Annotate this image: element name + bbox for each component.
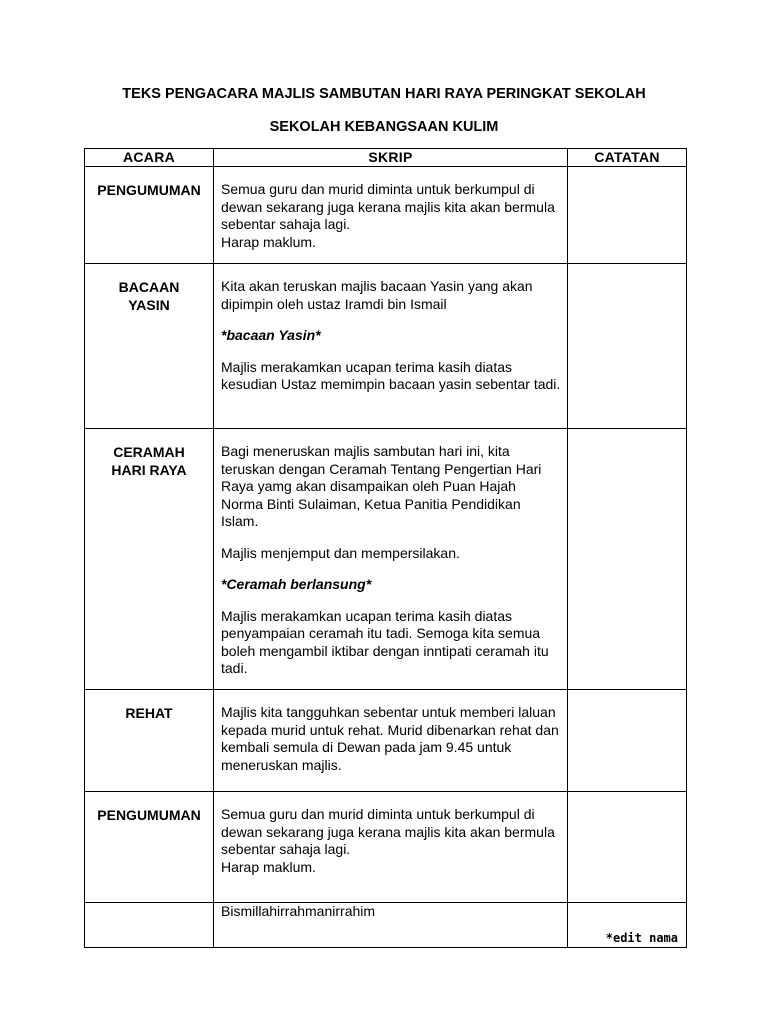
acara-cell: REHAT bbox=[85, 690, 214, 792]
catatan-cell bbox=[568, 792, 687, 903]
table-row bbox=[85, 903, 687, 948]
skrip-cell bbox=[214, 264, 568, 429]
skrip-cell bbox=[214, 792, 568, 903]
table-row bbox=[85, 690, 687, 792]
skrip-paragraph: Majlis menjemput dan mempersilakan. bbox=[221, 544, 460, 561]
acara-label: CERAMAH HARI RAYA bbox=[111, 444, 187, 478]
catatan-cell bbox=[568, 429, 687, 690]
catatan-cell bbox=[568, 264, 687, 429]
catatan-cell bbox=[568, 167, 687, 264]
skrip-paragraph: Harap maklum. bbox=[221, 858, 316, 875]
acara-cell: PENGUMUMAN bbox=[85, 167, 214, 264]
skrip-paragraph: Semua guru dan murid diminta untuk berkumpul di dewan sekarang juga kerana majlis kita akan bermula sebentar sahaja lagi. bbox=[221, 806, 555, 857]
acara-cell bbox=[85, 264, 214, 429]
table-row bbox=[85, 264, 687, 429]
acara-cell bbox=[85, 429, 214, 690]
skrip-stage-direction: *bacaan Yasin* bbox=[221, 327, 321, 343]
acara-cell: PENGUMUMAN bbox=[85, 792, 214, 903]
table-row bbox=[85, 792, 687, 903]
skrip-paragraph: Majlis kita tangguhkan sebentar untuk memberi laluan kepada murid untuk rehat. Murid dibenarkan rehat dan kembali semula di Dewan pada jam 9.45 untuk meneruskan majlis. bbox=[221, 704, 559, 773]
table-row bbox=[85, 167, 687, 264]
header-acara: ACARA bbox=[85, 149, 214, 167]
skrip-paragraph: Majlis merakamkan ucapan terima kasih diatas kesudian Ustaz memimpin bacaan yasin sebentar tadi. bbox=[221, 358, 561, 392]
script-table bbox=[84, 148, 687, 948]
skrip-cell bbox=[214, 903, 568, 948]
skrip-paragraph: Harap maklum. bbox=[221, 233, 316, 250]
edit-note: *edit nama bbox=[605, 931, 678, 945]
table-header-row bbox=[85, 149, 687, 167]
skrip-cell bbox=[214, 690, 568, 792]
catatan-cell bbox=[568, 903, 687, 948]
document-title: TEKS PENGACARA MAJLIS SAMBUTAN HARI RAYA PERINGKAT SEKOLAH bbox=[122, 86, 646, 102]
school-name: SEKOLAH KEBANGSAAN KULIM bbox=[269, 119, 499, 135]
acara-label: BACAAN YASIN bbox=[118, 279, 180, 313]
table-row bbox=[85, 429, 687, 690]
skrip-paragraph: Semua guru dan murid diminta untuk berkumpul di dewan sekarang juga kerana majlis kita akan bermula sebentar sahaja lagi. bbox=[221, 181, 555, 232]
skrip-paragraph: Bismillahirrahmanirrahim bbox=[221, 903, 376, 919]
skrip-paragraph: Majlis merakamkan ucapan terima kasih diatas penyampaian ceramah itu tadi. Semoga kita semua boleh mengambil iktibar dengan inntipati ceramah itu tadi. bbox=[221, 607, 549, 676]
skrip-paragraph: Kita akan teruskan majlis bacaan Yasin yang akan dipimpin oleh ustaz Iramdi bin Ismail bbox=[221, 278, 533, 312]
skrip-cell bbox=[214, 429, 568, 690]
skrip-paragraph: Bagi meneruskan majlis sambutan hari ini, kita teruskan dengan Ceramah Tentang Pengertian Hari Raya yamg akan disampaikan oleh Puan Hajah Norma Binti Sulaiman, Ketua Panitia Pendidikan Islam. bbox=[221, 443, 542, 529]
acara-cell bbox=[85, 903, 214, 948]
header-skrip: SKRIP bbox=[214, 149, 568, 167]
header-catatan: CATATAN bbox=[568, 149, 687, 167]
skrip-stage-direction: *Ceramah berlansung* bbox=[221, 576, 372, 592]
skrip-cell bbox=[214, 167, 568, 264]
catatan-cell bbox=[568, 690, 687, 792]
